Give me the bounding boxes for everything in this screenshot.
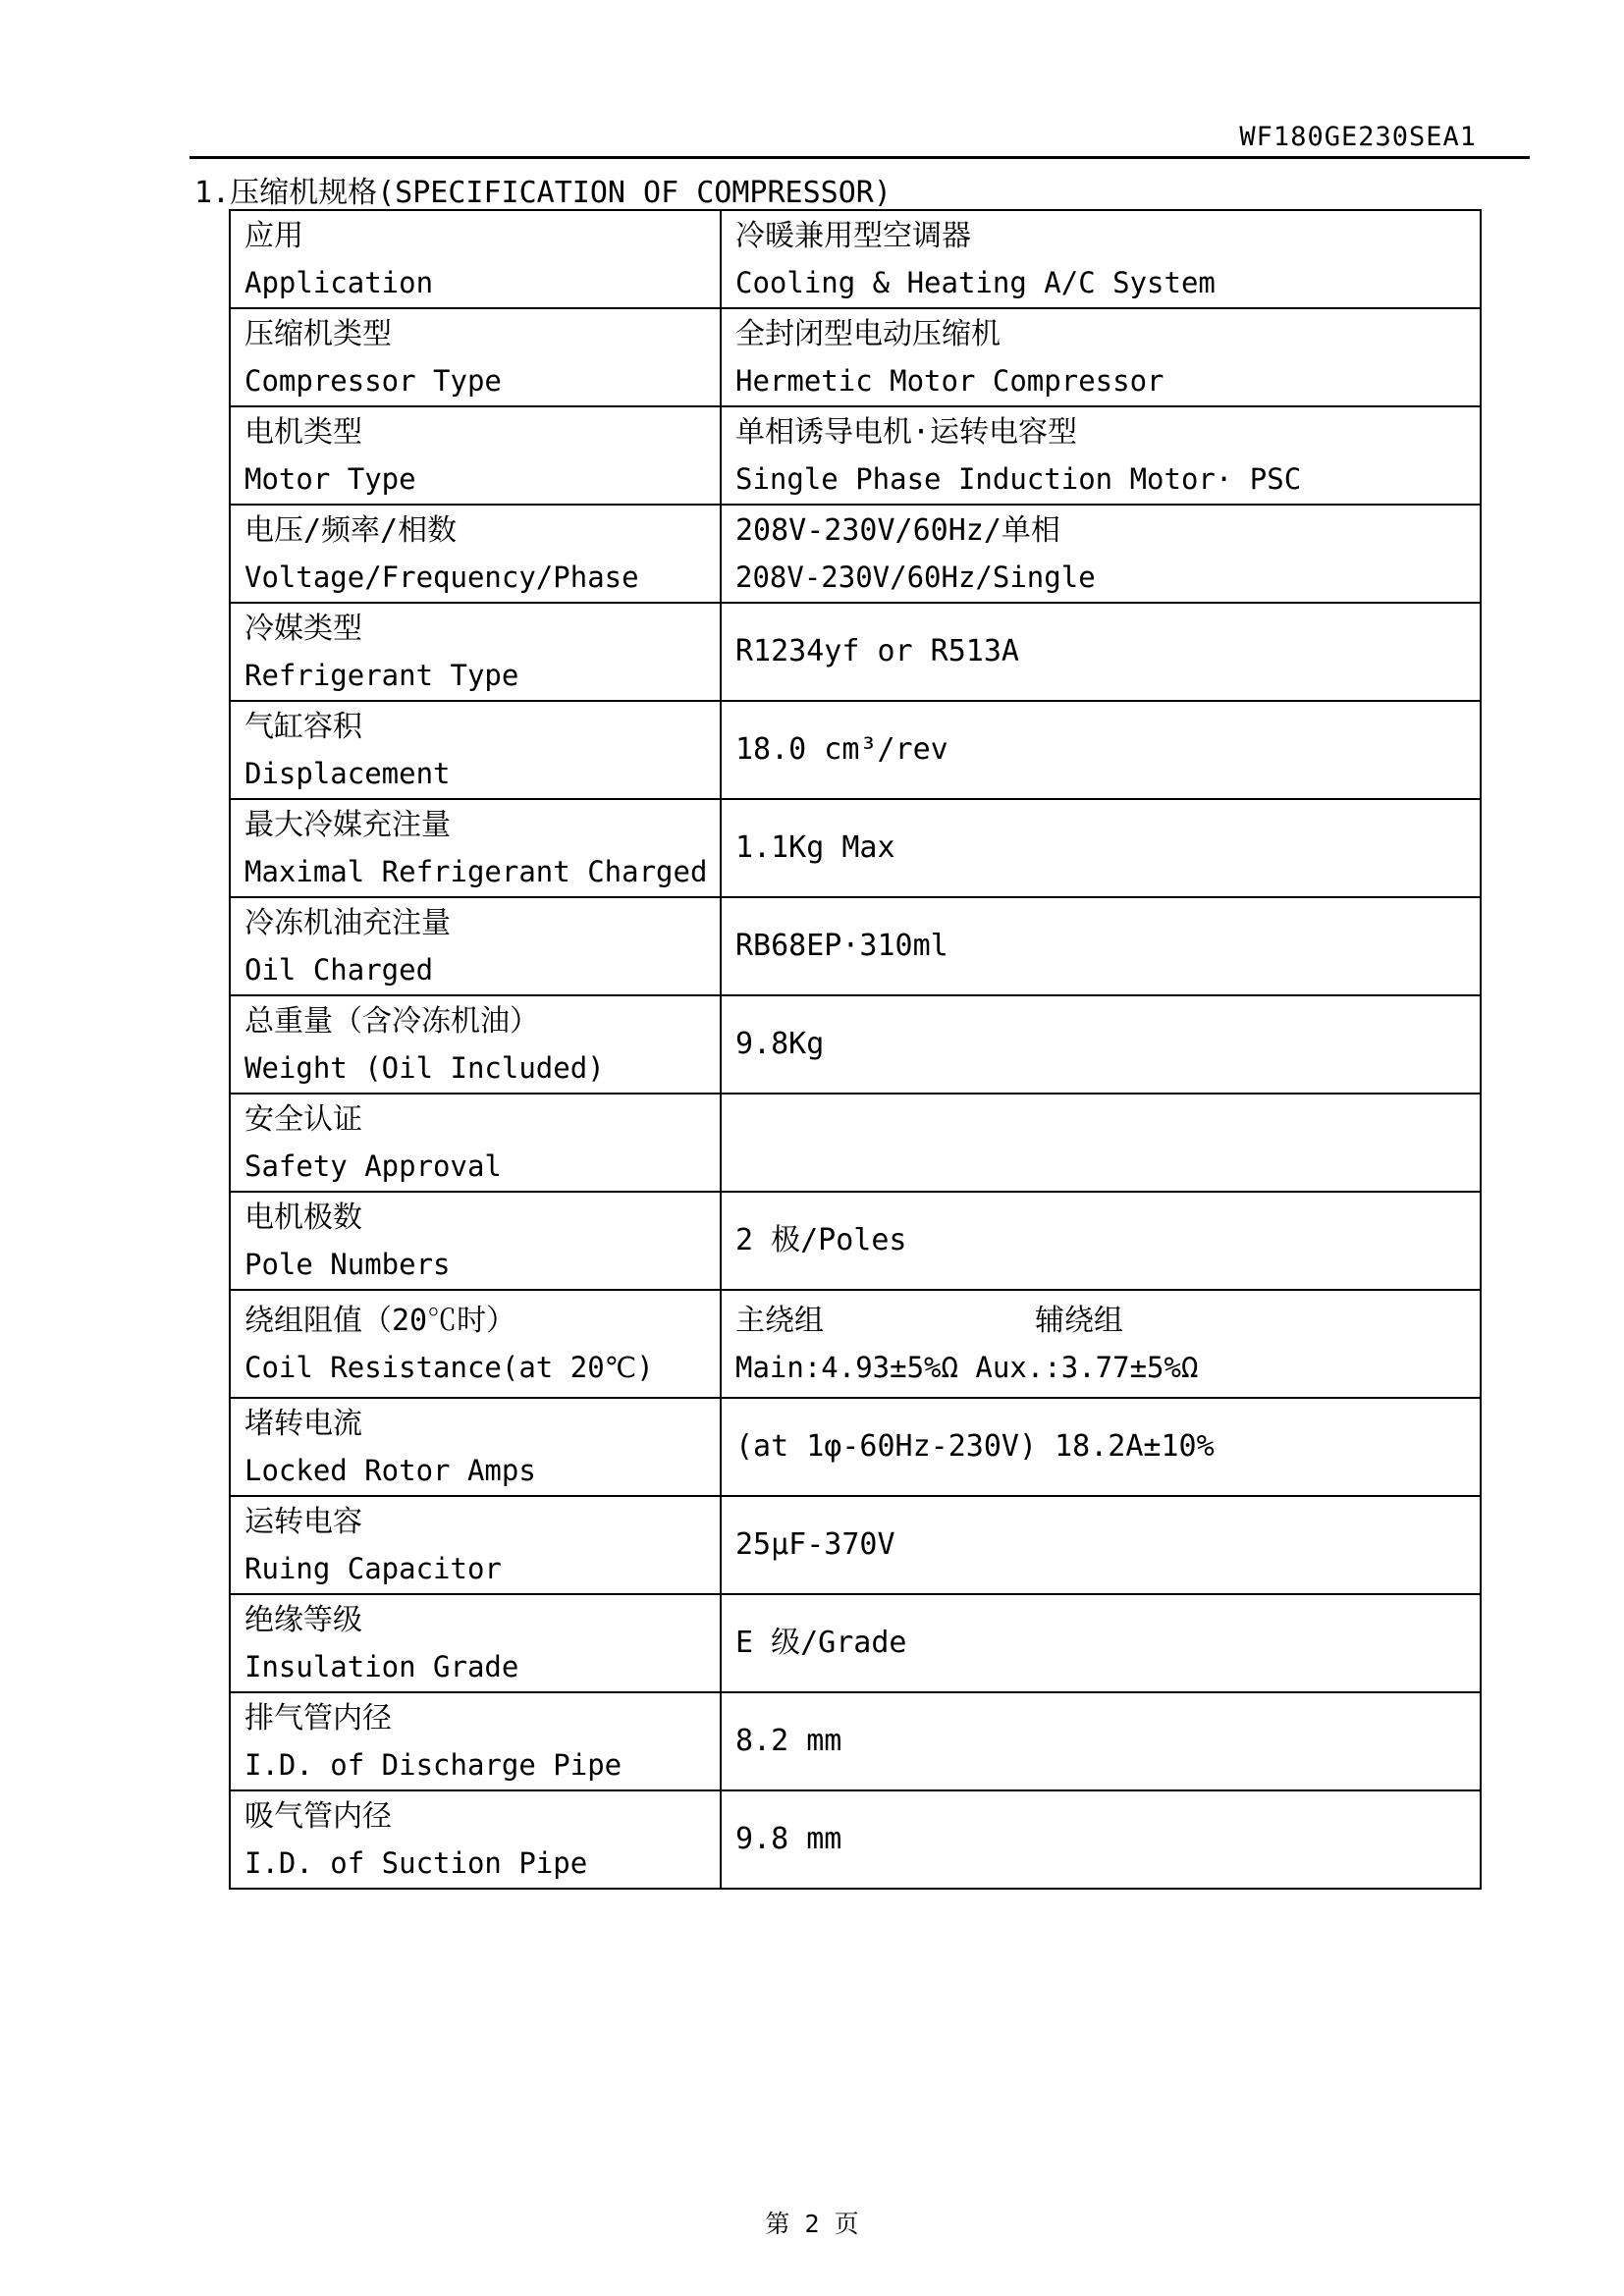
spec-label: [230, 1290, 721, 1398]
label-en: Application: [244, 265, 434, 299]
spec-value: [721, 1790, 1481, 1889]
value: R1234yf or R513A: [735, 634, 1019, 668]
label-cn: 安全认证: [244, 1101, 362, 1137]
spec-value: [721, 1192, 1481, 1290]
compressor-spec-table: [229, 209, 1482, 1890]
value-cn: 208V-230V/60Hz/单相: [735, 512, 1060, 548]
label-cn: 应用: [244, 218, 303, 253]
spec-label: [230, 603, 721, 701]
value-cn: 单相诱导电机·运转电容型: [735, 414, 1078, 450]
spec-row-suction-pipe: [230, 1790, 1481, 1889]
label-cn: 排气管内径: [244, 1700, 392, 1735]
header-rule: [189, 156, 1530, 159]
spec-label: [230, 1790, 721, 1889]
value-en: Hermetic Motor Compressor: [735, 363, 1164, 398]
label-en: Pole Numbers: [244, 1247, 451, 1281]
label-en: Coil Resistance(at 20℃): [244, 1350, 654, 1384]
label-cn: 冷媒类型: [244, 611, 362, 646]
spec-label: [230, 406, 721, 505]
value: 8.2 mm: [735, 1724, 842, 1758]
value: RB68EP·310ml: [735, 929, 948, 963]
label-en: I.D. of Discharge Pipe: [244, 1747, 623, 1782]
label-en: Insulation Grade: [244, 1649, 519, 1683]
label-cn: 冷冻机油充注量: [244, 905, 451, 940]
spec-label: [230, 505, 721, 603]
value-en: 208V-230V/60Hz/Single: [735, 560, 1096, 594]
spec-value: [721, 995, 1481, 1094]
aux-winding-label: 辅绕组: [1035, 1303, 1123, 1338]
spec-label: [230, 1192, 721, 1290]
spec-row-insulation-grade: [230, 1594, 1481, 1692]
value: 18.0 cm³/rev: [735, 732, 948, 767]
spec-row-oil-charged: [230, 897, 1481, 995]
spec-label: [230, 701, 721, 799]
value: 9.8 mm: [735, 1822, 842, 1856]
spec-value: [721, 1594, 1481, 1692]
spec-label: [230, 210, 721, 308]
spec-row-compressor-type: [230, 308, 1481, 406]
value: Main:4.93±5%Ω Aux.:3.77±5%Ω: [735, 1350, 1199, 1384]
label-en: Oil Charged: [244, 952, 434, 987]
label-en: Motor Type: [244, 461, 416, 496]
spec-value: [721, 505, 1481, 603]
value: 1.1Kg Max: [735, 830, 895, 865]
spec-value: [721, 1692, 1481, 1790]
spec-value: [721, 799, 1481, 897]
spec-value: [721, 1290, 1481, 1398]
label-cn: 电压/频率/相数: [244, 512, 458, 548]
spec-label: [230, 897, 721, 995]
section-title: 1.压缩机规格(SPECIFICATION OF COMPRESSOR): [194, 176, 892, 210]
label-en: Compressor Type: [244, 363, 502, 398]
value-cn: 冷暖兼用型空调器: [735, 218, 971, 253]
value-en: Single Phase Induction Motor· PSC: [735, 461, 1302, 496]
label-en: Safety Approval: [244, 1148, 502, 1183]
label-en: Locked Rotor Amps: [244, 1453, 536, 1487]
value: 2 极/Poles: [735, 1223, 907, 1257]
spec-value: [721, 897, 1481, 995]
label-cn: 运转电容: [244, 1504, 362, 1539]
coil-winding-headers: [735, 1304, 1466, 1339]
label-cn: 压缩机类型: [244, 316, 392, 351]
spec-label: [230, 308, 721, 406]
label-cn: 电机类型: [244, 414, 362, 450]
spec-label: [230, 1398, 721, 1496]
spec-row-refrigerant-type: [230, 603, 1481, 701]
spec-value: [721, 1094, 1481, 1192]
value: E 级/Grade: [735, 1626, 907, 1660]
document-code: WF180GE230SEA1: [1239, 122, 1477, 152]
spec-row-motor-type: [230, 406, 1481, 505]
spec-value: [721, 1398, 1481, 1496]
spec-value: [721, 603, 1481, 701]
spec-row-voltage: [230, 505, 1481, 603]
spec-label: [230, 995, 721, 1094]
spec-row-weight: [230, 995, 1481, 1094]
spec-label: [230, 1496, 721, 1594]
label-en: Maximal Refrigerant Charged: [244, 854, 708, 888]
label-cn: 电机极数: [244, 1200, 362, 1235]
label-en: Refrigerant Type: [244, 658, 519, 692]
label-cn: 气缸容积: [244, 709, 362, 744]
label-cn: 堵转电流: [244, 1406, 362, 1441]
spec-label: [230, 1094, 721, 1192]
spec-value: [721, 1496, 1481, 1594]
value: 9.8Kg: [735, 1027, 825, 1061]
spec-value: [721, 701, 1481, 799]
label-en: Weight (Oil Included): [244, 1050, 605, 1085]
spec-row-discharge-pipe: [230, 1692, 1481, 1790]
label-en: Voltage/Frequency/Phase: [244, 560, 639, 594]
spec-label: [230, 1594, 721, 1692]
value-en: Cooling & Heating A/C System: [735, 265, 1216, 299]
spec-value: [721, 210, 1481, 308]
value-cn: 全封闭型电动压缩机: [735, 316, 1001, 351]
label-en: Ruing Capacitor: [244, 1551, 502, 1585]
label-cn: 最大冷媒充注量: [244, 807, 451, 842]
label-cn: 绕组阻值（20℃时）: [244, 1303, 516, 1338]
spec-row-displacement: [230, 701, 1481, 799]
spec-row-pole-numbers: [230, 1192, 1481, 1290]
spec-row-safety-approval: [230, 1094, 1481, 1192]
spec-row-application: [230, 210, 1481, 308]
label-cn: 总重量（含冷冻机油）: [244, 1003, 539, 1039]
label-cn: 吸气管内径: [244, 1798, 392, 1834]
spec-value: [721, 406, 1481, 505]
spec-row-coil-resistance: [230, 1290, 1481, 1398]
spec-label: [230, 1692, 721, 1790]
label-cn: 绝缘等级: [244, 1602, 362, 1637]
label-en: I.D. of Suction Pipe: [244, 1845, 588, 1880]
value: (at 1φ-60Hz-230V) 18.2A±10%: [735, 1429, 1215, 1464]
spec-row-locked-rotor-amps: [230, 1398, 1481, 1496]
spec-row-running-capacitor: [230, 1496, 1481, 1594]
page-number: 第 2 页: [765, 2210, 859, 2238]
main-winding-label: 主绕组: [735, 1303, 824, 1338]
label-en: Displacement: [244, 756, 451, 790]
spec-value: [721, 308, 1481, 406]
spec-row-max-refrigerant: [230, 799, 1481, 897]
value: 25μF-370V: [735, 1527, 895, 1562]
spec-label: [230, 799, 721, 897]
